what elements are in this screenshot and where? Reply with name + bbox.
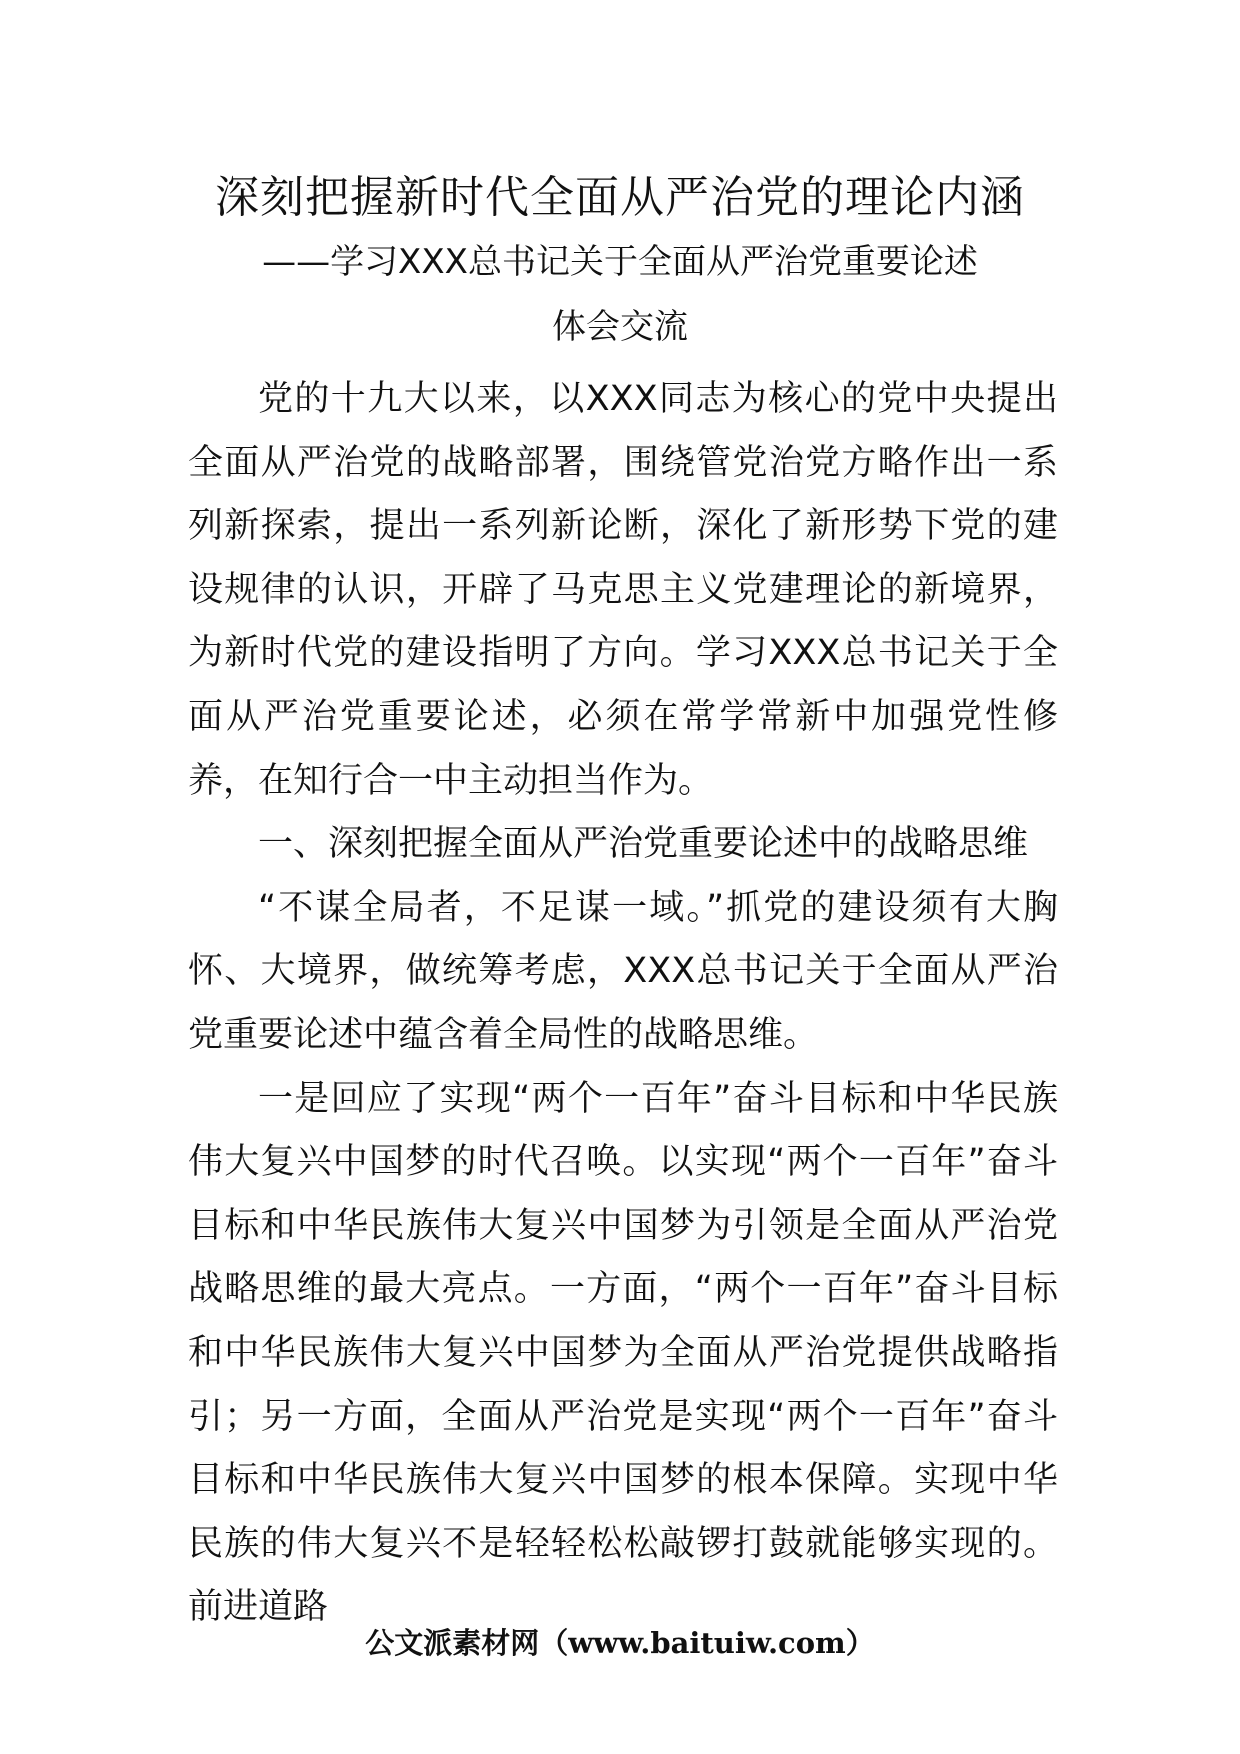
document-subtitle-line1: ——学习XXX总书记关于全面从严治党重要论述 xyxy=(262,242,978,282)
body-paragraph-3: 一是回应了实现“两个一百年”奋斗目标和中华民族伟大复兴中国梦的时代召唤。以实现“两个一百年”奋斗目标和中华民族伟大复兴中国梦为引领是全面从严治党战略思维的最大亮点。一方面，“两个一百年”奋斗目标和中华民族伟大复兴中国梦为全面从严治党提供战略指引；另一方面，全面从严治党是实现“两个一百年”奋斗目标和中华民族伟大复兴中国梦的根本保障。实现中华民族的伟大复兴不是轻轻松松敲锣打鼓就能够实现的。前进道路 xyxy=(188,1078,1058,1628)
document-subtitle-line2: 体会交流 xyxy=(552,307,688,347)
footer-watermark-text: 公文派素材网（www.baituiw.com） xyxy=(365,1626,875,1660)
document-title: 深刻把握新时代全面从严治党的理论内涵 xyxy=(215,172,1025,223)
body-paragraph-intro: 党的十九大以来，以XXX同志为核心的党中央提出全面从严治党的战略部署，围绕管党治党方略作出一系列新探索，提出一系列新论断，深化了新形势下党的建设规律的认识，开辟了马克思主义党建理论的新境界，为新时代党的建设指明了方向。学习XXX总书记关于全面从严治党重要论述，必须在常学常新中加强党性修养，在知行合一中主动担当作为。 xyxy=(188,379,1058,801)
document-body xyxy=(188,368,1058,1640)
body-paragraph-2: “不谋全局者，不足谋一域。”抓党的建设须有大胸怀、大境界，做统筹考虑，XXX总书记关于全面从严治党重要论述中蕴含着全局性的战略思维。 xyxy=(188,887,1058,1055)
section-heading-1: 一、深刻把握全面从严治党重要论述中的战略思维 xyxy=(258,824,1029,865)
